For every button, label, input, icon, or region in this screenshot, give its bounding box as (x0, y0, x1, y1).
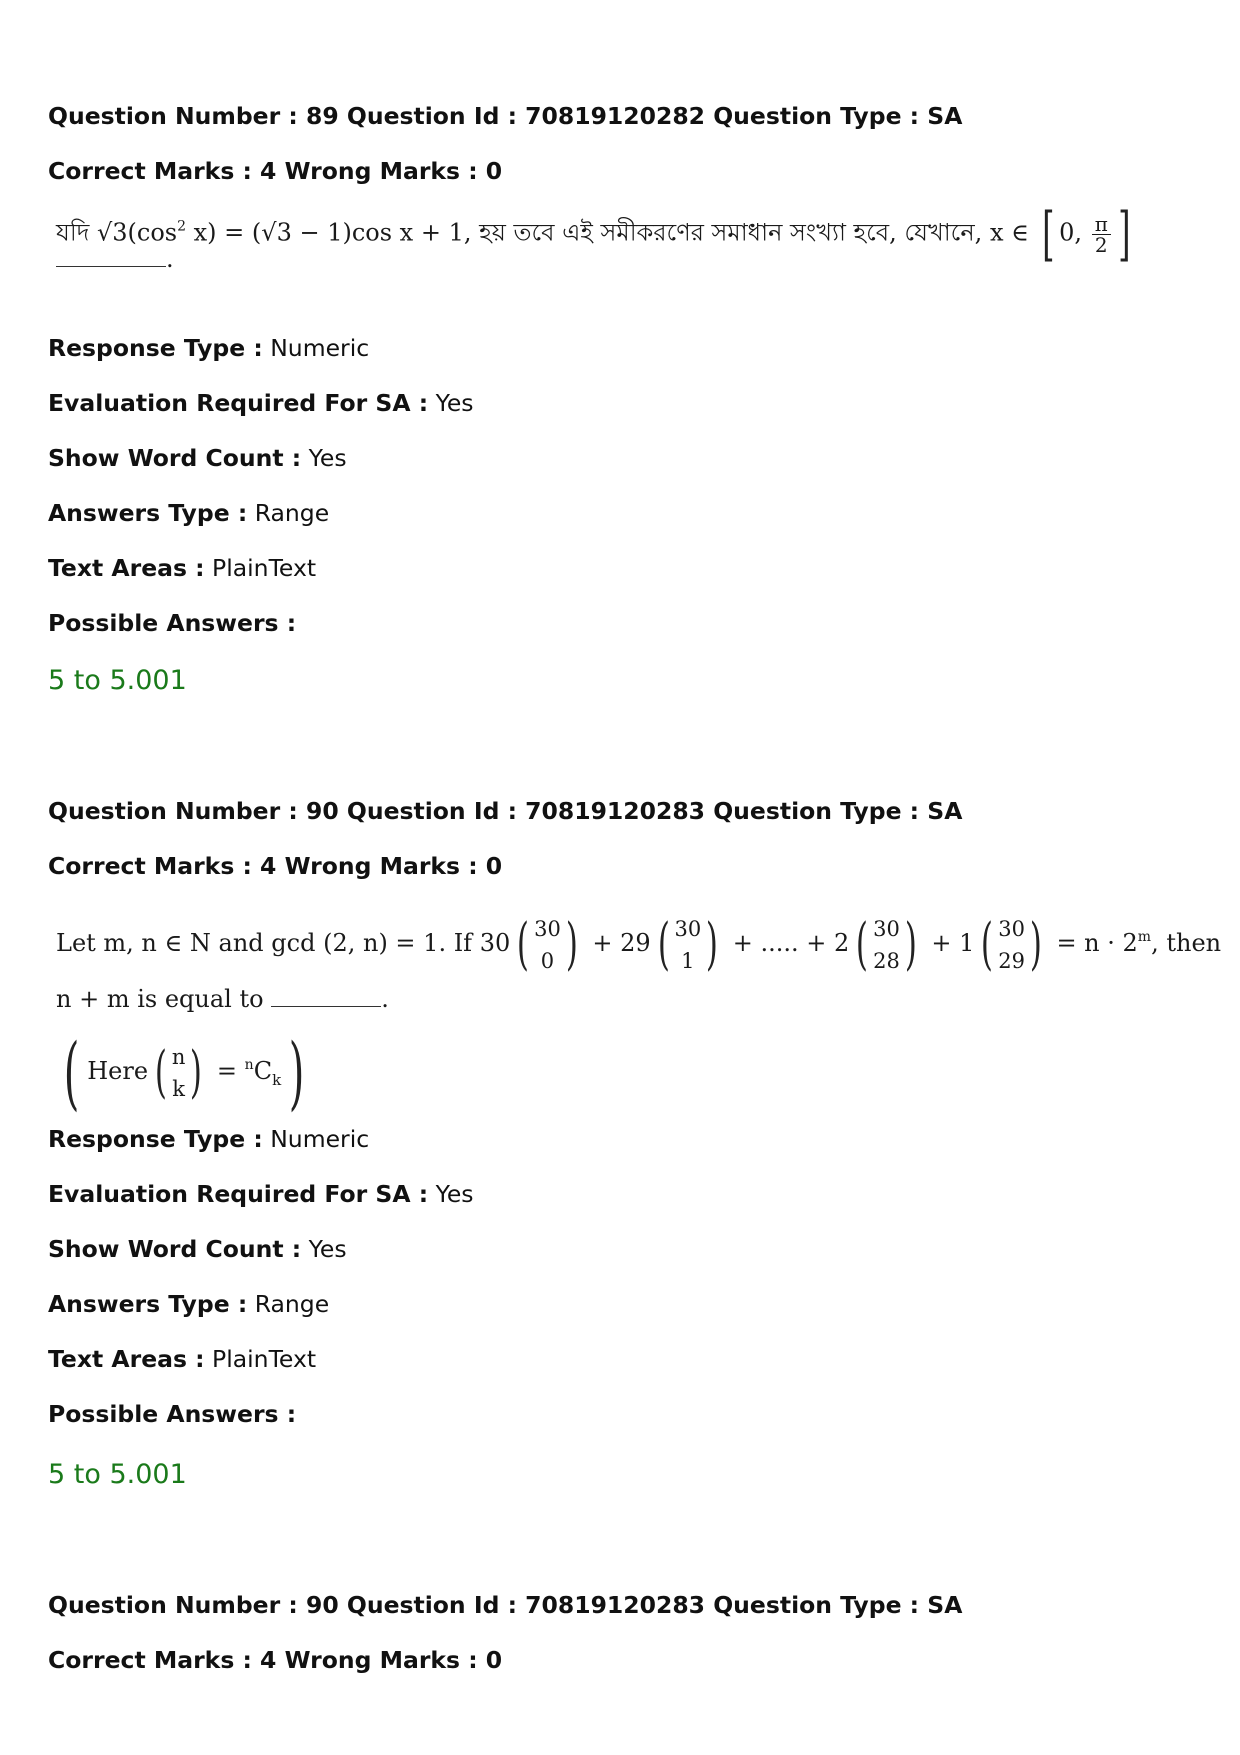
marks-line: Correct Marks : 4 Wrong Marks : 0 (48, 1646, 503, 1674)
rhs-exponent: m (1137, 929, 1152, 945)
possible-answer-value: 5 to 5.001 (48, 1459, 187, 1490)
binom-bottom: 29 (998, 948, 1025, 973)
binomial-n-k (150, 1041, 207, 1105)
left-paren-icon: ( (517, 911, 530, 977)
domain-lower: 0, (1059, 218, 1083, 247)
pi-over-two-fraction (1092, 211, 1111, 257)
field-possible-answers: Possible Answers : (48, 609, 297, 637)
note-line (56, 1025, 312, 1120)
eq-then: , then (1151, 929, 1222, 957)
question-header: Question Number : 90 Question Id : 70819120283 Question Type : SA (48, 1591, 963, 1619)
field-evaluation-required: Evaluation Required For SA : Yes (48, 1180, 474, 1208)
left-paren-icon: ( (856, 911, 869, 977)
right-paren-icon: ) (706, 911, 719, 977)
note-subscript: k (272, 1071, 282, 1089)
binom-top: 30 (534, 916, 561, 941)
domain-var: x ∈ (989, 218, 1029, 247)
equation-line (56, 897, 1221, 983)
field-text-areas: Text Areas : PlainText (48, 554, 317, 582)
eq-left: √3(cos (96, 218, 178, 247)
binomial-30-29 (976, 913, 1046, 977)
line2-text: n + m is equal to (56, 985, 264, 1013)
right-bracket-icon: ] (1117, 200, 1131, 268)
question-header: Question Number : 90 Question Id : 70819120283 Question Type : SA (48, 797, 963, 825)
eq-dots: + ..... + 2 (732, 929, 850, 957)
bengali-text: হয় তবে এই সমীকরণের সমাধান সংখ্যা হবে, যেখানে, (479, 218, 983, 247)
marks-line: Correct Marks : 4 Wrong Marks : 0 (48, 852, 503, 880)
binom-top: n (171, 1044, 186, 1069)
left-paren-icon: ( (154, 1039, 167, 1105)
field-evaluation-required: Evaluation Required For SA : Yes (48, 389, 474, 417)
right-paren-icon: ) (1029, 911, 1042, 977)
line2-period: . (381, 985, 389, 1013)
field-show-word-count: Show Word Count : Yes (48, 444, 347, 472)
note-equals: = (216, 1057, 238, 1085)
note-C: C (253, 1057, 273, 1085)
note-here: Here (87, 1057, 149, 1085)
answer-blank-line (56, 243, 174, 275)
field-response-type: Response Type : Numeric (48, 334, 370, 362)
field-text-areas: Text Areas : PlainText (48, 1345, 317, 1373)
marks-line: Correct Marks : 4 Wrong Marks : 0 (48, 157, 503, 185)
eq-exponent: 2 (177, 218, 187, 235)
field-possible-answers: Possible Answers : (48, 1400, 297, 1428)
field-answers-type: Answers Type : Range (48, 1290, 330, 1318)
question-line-2 (56, 983, 389, 1015)
binom-bottom: 0 (540, 948, 555, 973)
field-response-type: Response Type : Numeric (48, 1125, 370, 1153)
left-paren-icon: ( (657, 911, 670, 977)
note-pre-superscript: n (244, 1057, 254, 1073)
right-paren-icon: ) (565, 911, 578, 977)
field-show-word-count: Show Word Count : Yes (48, 1235, 347, 1263)
eq-intro: Let m, n ∈ N and gcd (2, n) = 1. If 30 (56, 929, 511, 957)
fraction-denominator: 2 (1094, 232, 1108, 257)
binomial-30-28 (851, 913, 921, 977)
binom-top: 30 (998, 916, 1025, 941)
bengali-prefix: যদি (56, 218, 90, 247)
question-body (48, 200, 1131, 275)
left-paren-icon: ( (981, 911, 994, 977)
answer-blank (271, 1006, 381, 1007)
right-big-paren-icon: ) (288, 1025, 305, 1119)
binom-top: 30 (674, 916, 702, 941)
binom-bottom: 28 (873, 948, 900, 973)
binom-top: 30 (873, 916, 900, 941)
binom-bottom: 1 (681, 948, 695, 973)
left-big-paren-icon: ( (63, 1025, 80, 1119)
equation-line (56, 200, 1136, 268)
answer-blank (56, 266, 166, 267)
binomial-30-1 (653, 913, 723, 977)
trailing-period: . (166, 245, 174, 273)
right-paren-icon: ) (190, 1039, 203, 1105)
field-answers-type: Answers Type : Range (48, 499, 330, 527)
eq-mid: x) = (√3 − 1)cos x + 1, (186, 218, 472, 247)
binomial-30-0 (512, 913, 582, 977)
possible-answer-value: 5 to 5.001 (48, 665, 187, 696)
eq-plus-29: + 29 (592, 929, 651, 957)
eq-rhs: = n · 2 (1056, 929, 1138, 957)
fraction-numerator: π (1092, 214, 1111, 235)
eq-plus-1: + 1 (931, 929, 975, 957)
right-paren-icon: ) (904, 911, 917, 977)
binom-bottom: k (172, 1076, 186, 1101)
question-header: Question Number : 89 Question Id : 70819120282 Question Type : SA (48, 102, 963, 130)
left-bracket-icon: [ (1041, 200, 1055, 268)
